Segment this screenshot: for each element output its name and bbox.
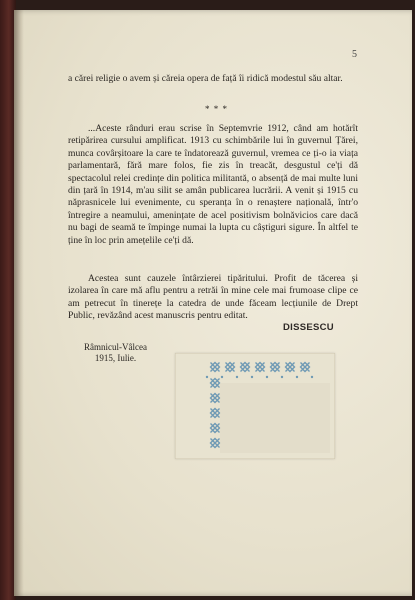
paragraph-first: a cărei religie o avem și căreia opera de față îi ridică modestul său altar. <box>68 73 343 84</box>
stitch-dot <box>311 376 313 378</box>
place-and-date <box>84 342 147 364</box>
paragraph-third: Acestea sunt cauzele întârzierei tipăritului. Profit de tăcerea și izolarea în care mă aflu pentru a retrăi în mine cele mai frumoase clipe ce am petrecut în tinerețe la catedra de unde făceam lecțiunile de Drept Public, revăzând acest manuscris pentru editat. <box>68 273 358 322</box>
stitch-dot <box>296 376 298 378</box>
author-signature: DISSESCU <box>283 322 334 333</box>
place-date: 1915, Iulie. <box>94 353 137 363</box>
page-gutter-shadow <box>14 10 24 596</box>
page-number: 5 <box>352 49 357 60</box>
stitch-dot <box>251 376 253 378</box>
embroidered-stamp-image <box>175 353 335 459</box>
stitch-dot <box>221 376 223 378</box>
stitch-pattern-icon <box>175 353 335 459</box>
section-separator: * * * <box>205 104 228 114</box>
place-city: Râmnicul-Vâlcea <box>84 342 147 352</box>
paragraph-second: ...Aceste rânduri erau scrise în Septemvrie 1912, când am hotărît retipărirea cursului amplificat. 1913 cu schimbările lui în guvernul Țărei, munca covârșitoare la care te îndatorează guvernul, vremea ce ți-o ia viața parlamentară, fără mare folos, fie zis în treacăt, desgustul ce'ți dă spectacolul relei credințe din politica militantă, o absență de mai multe luni din țară în 1914, m'au silit se amân publicarea lucrării. A venit și 1915 cu năprasnicele lui evenimente, cu speranța în o renaștere națională, într'o întregire a neamului, amenințate de acel positivism bolnăvicios care dacă nu bagi de seamă te împinge numai la lupta cu câștiguri sigure. În altfel te ține în loc prin amețelile ce'ți dă. <box>68 123 358 246</box>
stitch-dot <box>281 376 283 378</box>
stitch-dot <box>266 376 268 378</box>
stitch-dot <box>236 376 238 378</box>
stitch-dot <box>206 376 208 378</box>
